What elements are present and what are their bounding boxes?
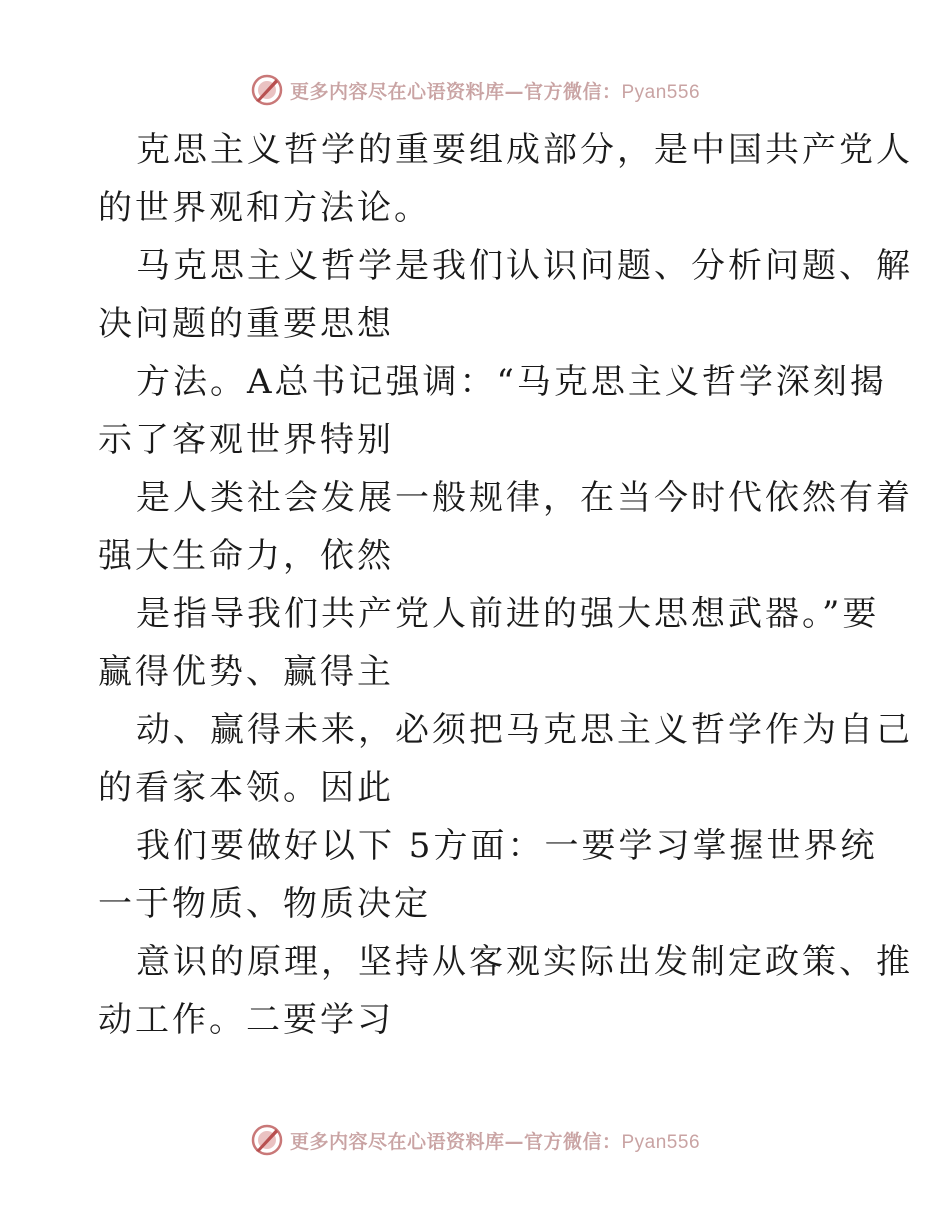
text-line: 是人类社会发展一般规律，在当今时代依然有着	[136, 478, 913, 518]
text-line: 动、赢得未来，必须把马克思主义哲学作为自己	[136, 710, 913, 750]
footer-watermark	[0, 1120, 950, 1160]
text-line: 意识的原理，坚持从客观实际出发制定政策、推	[136, 942, 913, 982]
watermark-label: 更多内容尽在心语资料库—官方微信：	[289, 1130, 622, 1153]
text-line: 决问题的重要思想	[98, 304, 394, 344]
text-line: 动工作。二要学习	[98, 1000, 394, 1040]
text-line: 是指导我们共产党人前进的强大思想武器。”要	[136, 594, 880, 634]
watermark-text	[290, 1127, 700, 1154]
quill-logo-icon	[250, 1123, 284, 1157]
watermark-label: 更多内容尽在心语资料库—官方微信：	[289, 80, 622, 103]
text-line: 强大生命力，依然	[98, 536, 394, 576]
header-watermark	[0, 70, 950, 110]
text-line: 方法。A总书记强调：“马克思主义哲学深刻揭	[136, 362, 887, 402]
watermark-handle: Pyan556	[621, 1131, 701, 1153]
text-line: 示了客观世界特别	[98, 420, 394, 460]
document-body	[98, 121, 913, 1049]
text-line: 赢得优势、赢得主	[98, 652, 394, 692]
text-line: 的世界观和方法论。	[98, 188, 431, 228]
quill-logo-icon	[250, 73, 284, 107]
text-line: 我们要做好以下 5方面：一要学习掌握世界统	[136, 826, 878, 866]
text-line: 一于物质、物质决定	[98, 884, 431, 924]
text-line: 的看家本领。因此	[98, 768, 394, 808]
text-line: 克思主义哲学的重要组成部分，是中国共产党人	[136, 130, 913, 170]
watermark-text	[290, 77, 700, 104]
text-line: 马克思主义哲学是我们认识问题、分析问题、解	[136, 246, 913, 286]
watermark-handle: Pyan556	[621, 81, 701, 103]
